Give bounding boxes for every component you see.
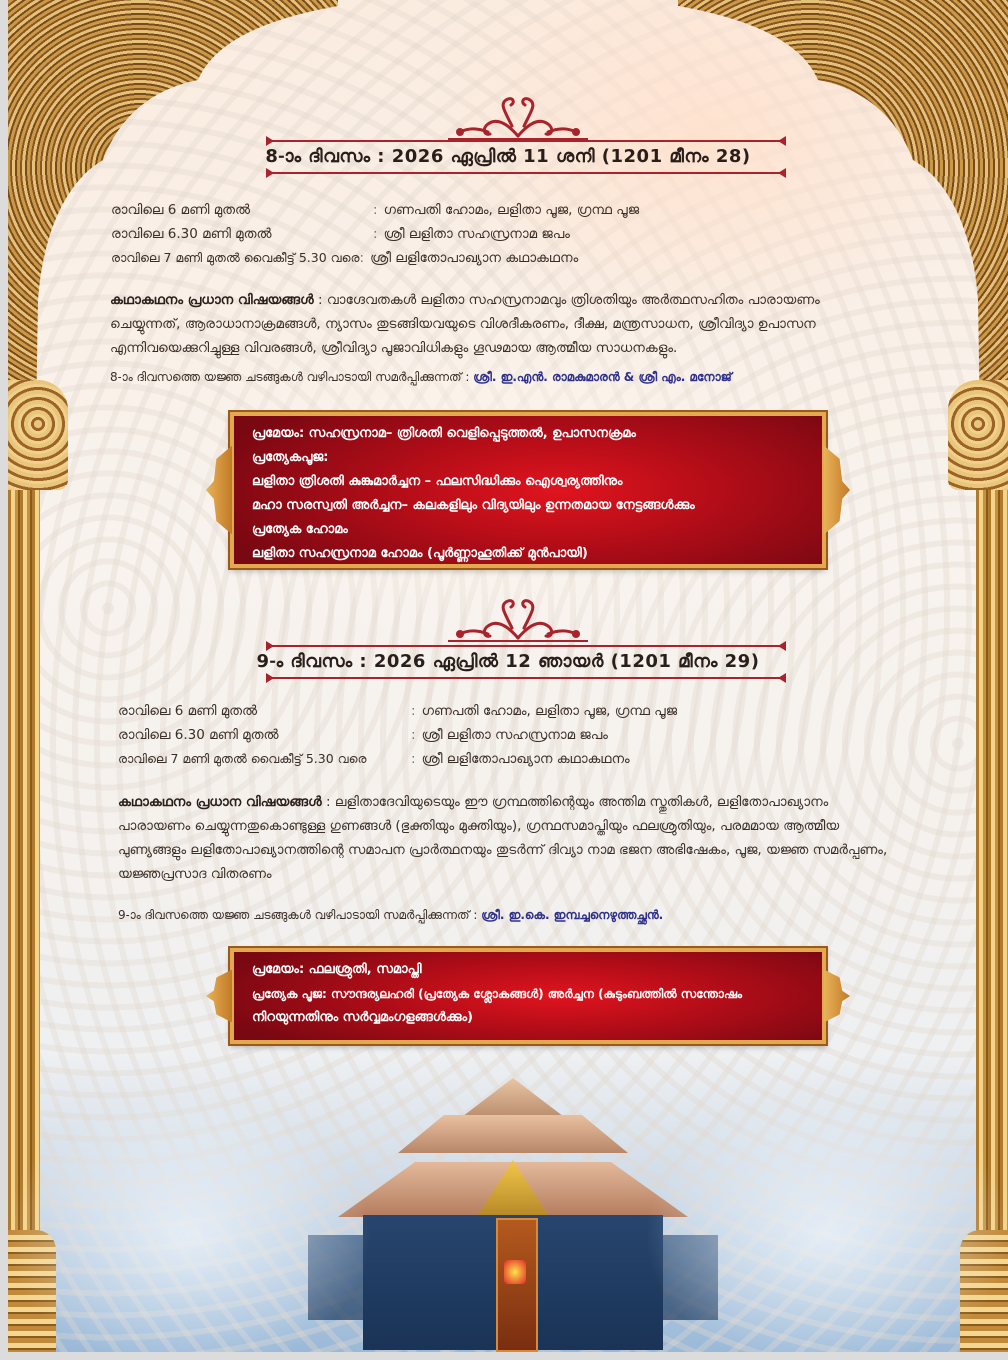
frame-cap-left <box>206 970 232 1023</box>
schedule-row: രാവിലെ 6.30 മണി മുതൽ : ശ്രീ ലളിതാ സഹസ്രനാമ ജപം <box>118 727 608 743</box>
schedule-row: രാവിലെ 6 മണി മുതൽ : ഗണപതി ഹോമം, ലളിതാ പൂജ, ഗ്രന്ഥ പൂജ <box>118 703 678 719</box>
heading-rule-top <box>266 140 786 142</box>
program-brochure-page <box>8 0 1008 1352</box>
heading-rule-bottom <box>266 677 786 679</box>
mist-overlay <box>8 1060 1008 1352</box>
day8-heading: 8-ാം ദിവസം : 2026 ഏപ്രിൽ 11 ശനി (1201 മീനം 28) <box>8 146 1008 167</box>
day8-special-pooja-box: പ്രമേയം: സഹസ്രനാമ– ത്രിശതി വെളിപ്പെടുത്തൽ, ഉപാസനക്രമം പ്രത്യേകപൂജ: ലളിതാ ത്രിശതി കുങ്കുമാർച്ചന – ഫലസിദ്ധിക്കും ഐശ്വര്യത്തിനും മഹാ സരസ്വതി അർച്ചന– കലകളിലും വിദ്യയിലും ഉന്നതമായ നേട്ടങ്ങൾക്കും പ്രത്യേക ഹോമം ലളിതാ സഹസ്രനാമ ഹോമം (പൂർണ്ണാഹൂതിക്ക് മുൻപായി) <box>230 412 826 568</box>
day8-schedule <box>111 198 639 270</box>
flourish-ornament-icon <box>448 92 588 140</box>
day9-special-pooja-box: പ്രമേയം: ഫലശ്രുതി, സമാപ്തി പ്രത്യേക പൂജ: സൗന്ദര്യലഹരി (പ്രത്യേക ശ്ലോകങ്ങൾ) അർച്ചന (കുടുംബത്തിൽ സന്തോഷം നിറയുന്നതിനും സർവ്വമംഗളങ്ങൾക്കും) <box>230 948 826 1044</box>
day9-topics: കഥാകഥനം പ്രധാന വിഷയങ്ങൾ : ലളിതാദേവിയുടെയും ഈ ഗ്രന്ഥത്തിന്റെയും അന്തിമ സ്തുതികൾ, ലളിതോപാഖ്യാനം പാരായണം ചെയ്യുന്നതുകൊണ്ടുള്ള ഗുണങ്ങൾ (ഭുക്തിയും മുക്തിയും), ഗ്രന്ഥസമാപ്തിയും ഫലശ്രുതിയും, പരമമായ ആത്മീയ പുണ്യങ്ങളും ലളിതോപാഖ്യാനത്തിന്റെ സമാപന പ്രാർത്ഥനയും തുടർന്ന് ദിവ്യാ നാമ ഭജന അഭിഷേകം, പൂജ, യജ്ഞ സമർപ്പണം, യജ്ഞപ്രസാദ വിതരണം <box>118 794 888 882</box>
day8-sponsor: 8-ാം ദിവസത്തെ യജ്ഞ ചടങ്ങുകൾ വഴിപാടായി സമർപ്പിക്കുന്നത് : ശ്രീ. ഇ.എൻ. രാമകുമാരൻ & ശ്രീ എം. മനോജ് <box>110 370 732 384</box>
schedule-row: രാവിലെ 6 മണി മുതൽ : ഗണപതി ഹോമം, ലളിതാ പൂജ, ഗ്രന്ഥ പൂജ <box>111 202 640 218</box>
heading-rule-top <box>266 645 786 647</box>
pillar-capital-right <box>948 380 1008 490</box>
flourish-ornament-icon <box>448 594 588 642</box>
frame-cap-right <box>824 970 850 1023</box>
heading-rule-bottom <box>266 172 786 174</box>
day8-topics: കഥാകഥനം പ്രധാന വിഷയങ്ങൾ : വാഗ്ദേവതകൾ ലളിതാ സഹസ്രനാമവും ത്രിശതിയും അർത്ഥസഹിതം പാരായണം ചെയ്യുന്നത്, ആരാധാനാക്രമങ്ങൾ, ന്യാസം തുടങ്ങിയവയുടെ വിശദീകരണം, ദീക്ഷ, മന്ത്രസാധന, ശ്രീവിദ്യാ ഉപാസന എന്നിവയെക്കുറിച്ചുള്ള വിവരങ്ങൾ, ശ്രീവിദ്യാ പൂജാവിധികളും ഗൂഢമായ ആത്മീയ സാധനകളും. <box>110 292 820 356</box>
day9-schedule <box>118 699 677 771</box>
schedule-row: രാവിലെ 6.30 മണി മുതൽ : ശ്രീ ലളിതാ സഹസ്രനാമ ജപം <box>111 226 570 242</box>
day9-sponsor: 9-ാം ദിവസത്തെ യജ്ഞ ചടങ്ങുകൾ വഴിപാടായി സമർപ്പിക്കുന്നത് : ശ്രീ. ഇ.കെ. ഇമ്പച്ചനെഴുത്തച്ഛൻ. <box>118 908 664 922</box>
pillar-capital-left <box>8 380 68 490</box>
frame-cap-right <box>824 446 850 535</box>
schedule-row: രാവിലെ 7 മണി മുതൽ വൈകീട്ട് 5.30 വരെ : ശ്രീ ലളിതോപാഖ്യാന കഥാകഥനം <box>118 751 630 767</box>
day9-heading: 9-ം ദിവസം : 2026 ഏപ്രിൽ 12 ഞായർ (1201 മീനം 29) <box>8 651 1008 672</box>
frame-cap-left <box>206 446 232 535</box>
schedule-row: രാവിലെ 7 മണി മുതൽ വൈകീട്ട് 5.30 വരെ : ശ്രീ ലളിതോപാഖ്യാന കഥാകഥനം <box>111 250 579 266</box>
